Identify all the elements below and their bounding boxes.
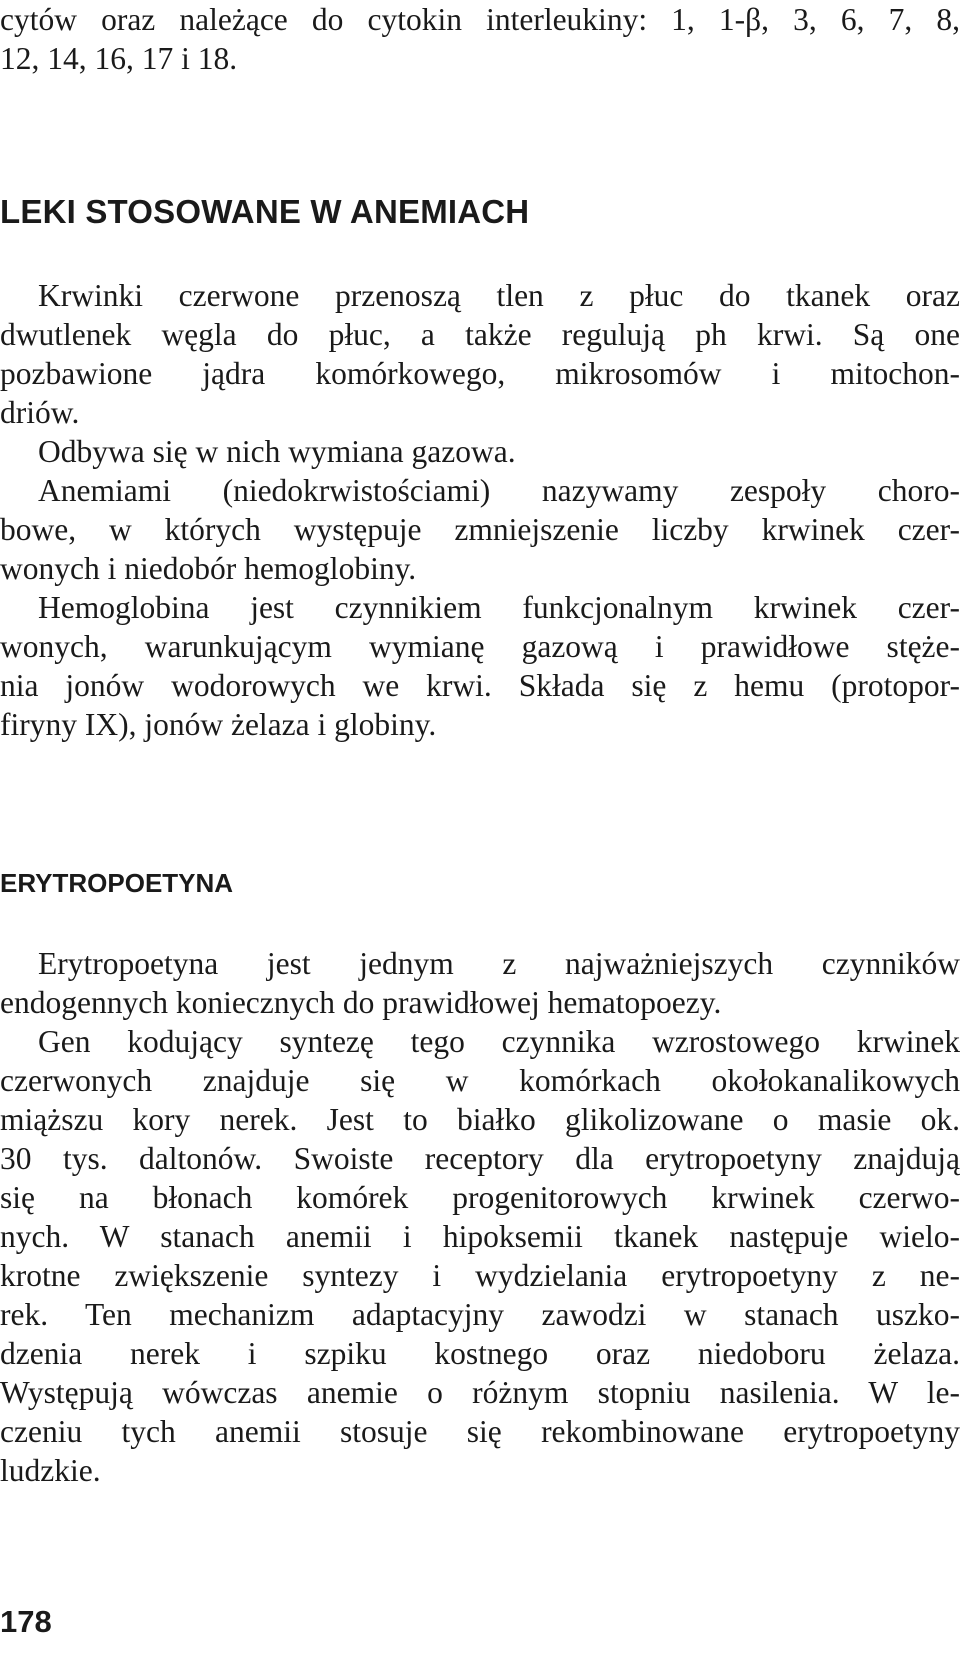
paragraph-line: Hemoglobina jest czynnikiem funkcjonalnym krwinek czer-	[38, 590, 960, 625]
paragraph-line: Gen kodujący syntezę tego czynnika wzrostowego krwinek	[38, 1024, 960, 1059]
body-text-line: cytów oraz należące do cytokin interleukiny: 1, 1-β, 3, 6, 7, 8,	[0, 2, 960, 37]
paragraph-line: Odbywa się w nich wymiana gazowa.	[38, 434, 516, 469]
paragraph-line: bowe, w których występuje zmniejszenie liczby krwinek czer-	[0, 512, 960, 547]
paragraph-line: firyny IX), jonów żelaza i globiny.	[0, 707, 437, 742]
section-heading: ERYTROPOETYNA	[0, 868, 234, 898]
paragraph-line: 30 tys. daltonów. Swoiste receptory dla erytropoetyny znajdują	[0, 1141, 960, 1176]
paragraph-line: endogennych koniecznych do prawidłowej hematopoezy.	[0, 985, 722, 1020]
paragraph-line: Występują wówczas anemie o różnym stopniu nasilenia. W le-	[0, 1375, 960, 1410]
paragraph-line: Krwinki czerwone przenoszą tlen z płuc do tkanek oraz	[38, 278, 960, 313]
paragraph-line: się na błonach komórek progenitorowych krwinek czerwo-	[0, 1180, 960, 1215]
paragraph-line: czeniu tych anemii stosuje się rekombinowane erytropoetyny	[0, 1414, 960, 1449]
paragraph-line: Erytropoetyna jest jednym z najważniejszych czynników	[38, 946, 960, 981]
page-number: 178	[0, 1604, 52, 1639]
body-text-line: 12, 14, 16, 17 i 18.	[0, 41, 238, 76]
paragraph-line: czerwonych znajduje się w komórkach okołokanalikowych	[0, 1063, 960, 1098]
paragraph-line: nia jonów wodorowych we krwi. Składa się z hemu (protopor-	[0, 668, 960, 703]
paragraph-line: miąższu kory nerek. Jest to białko glikolizowane o masie ok.	[0, 1102, 960, 1137]
paragraph-line: dwutlenek węgla do płuc, a także regulują ph krwi. Są one	[0, 317, 960, 352]
paragraph-line: driów.	[0, 395, 80, 430]
paragraph-line: wonych, warunkującym wymianę gazową i prawidłowe stęże-	[0, 629, 960, 664]
paragraph-line: ludzkie.	[0, 1453, 101, 1488]
paragraph-line: wonych i niedobór hemoglobiny.	[0, 551, 417, 586]
paragraph-line: dzenia nerek i szpiku kostnego oraz niedoboru żelaza.	[0, 1336, 960, 1371]
paragraph-line: Anemiami (niedokrwistościami) nazywamy zespoły choro-	[38, 473, 960, 508]
paragraph-line: rek. Ten mechanizm adaptacyjny zawodzi w stanach uszko-	[0, 1297, 960, 1332]
paragraph-line: krotne zwiększenie syntezy i wydzielania erytropoetyny z ne-	[0, 1258, 960, 1293]
paragraph-line: nych. W stanach anemii i hipoksemii tkanek następuje wielo-	[0, 1219, 960, 1254]
section-heading: LEKI STOSOWANE W ANEMIACH	[0, 193, 530, 230]
paragraph-line: pozbawione jądra komórkowego, mikrosomów i mitochon-	[0, 356, 960, 391]
